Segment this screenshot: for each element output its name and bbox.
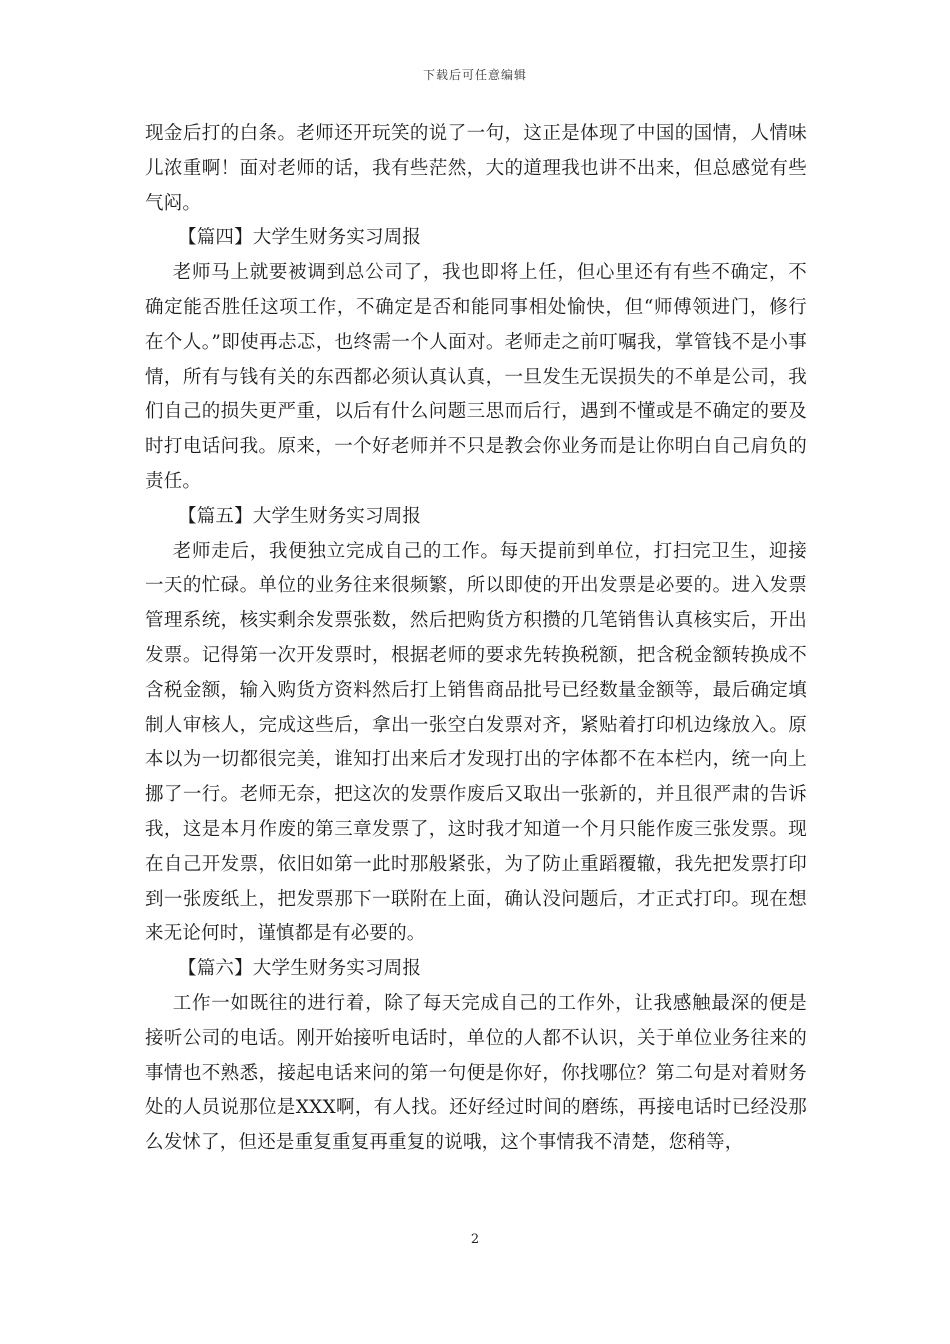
section-heading-4: 【篇四】大学生财务实习周报 (178, 227, 422, 249)
paragraph-section-5: 老师走后，我便独立完成自己的工作。每天提前到单位，打扫完卫生，迎接一天的忙碌。单位的业务往来很频繁，所以即使的开出发票是必要的。进入发票管理系统，核实剩余发票张数，然后把购货方积攒的几笔销售认真核实后，开出发票。记得第一次开发票时，根据老师的要求先转换税额，把含税金额转换成不含税金额，输入购货方资料然后打上销售商品批号已经数量金额等，最后确定填制人审核人，完成这些后，拿出一张空白发票对齐，紧贴着打印机边缘放入。原本以为一切都很完美，谁知打出来后才发现打出的字体都不在本栏内，统一向上挪了一行。老师无奈，把这次的发票作废后又取出一张新的，并且很严肃的告诉我，这是本月作废的第三章发票了，这时我才知道一个月只能作废三张发票。现在自己开发票，依旧如第一此时那般紧张，为了防止重蹈覆辙，我先把发票打印到一张废纸上，把发票那下一联附在上面，确认没问题后，才正式打印。现在想来无论何时，谨慎都是有必要的。 (145, 540, 807, 945)
section-heading-5: 【篇五】大学生财务实习周报 (178, 505, 422, 527)
paragraph-section-6: 工作一如既往的进行着，除了每天完成自己的工作外，让我感触最深的便是接听公司的电话。刚开始接听电话时，单位的人都不认识，关于单位业务往来的事情也不熟悉，接起电话来问的第一句便是你好，你找哪位？第二句是对着财务处的人员说那位是XXX啊，有人找。还好经过时间的磨练，再接电话时已经没那么发怵了，但还是重复重复再重复的说哦，这个事情我不清楚，您稍等， (145, 992, 807, 1154)
paragraph-continuation: 现金后打的白条。老师还开玩笑的说了一句，这正是体现了中国的国情，人情味儿浓重啊！面对老师的话，我有些茫然，大的道理我也讲不出来，但总感觉有些气闷。 (145, 123, 807, 214)
document-body (145, 117, 807, 1161)
paragraph-section-4: 老师马上就要被调到总公司了，我也即将上任，但心里还有有些不确定，不确定能否胜任这项工作，不确定是否和能同事相处愉快，但“师傅领进门，修行在个人。”即使再忐忑，也终需一个人面对。老师走之前叮嘱我，掌管钱不是小事情，所有与钱有关的东西都必须认真认真，一旦发生无误损失的不单是公司，我们自己的损失更严重，以后有什么问题三思而后行，遇到不懂或是不确定的要及时打电话问我。原来，一个好老师并不只是教会你业务而是让你明白自己肩负的责任。 (145, 262, 807, 492)
page-number: 2 (470, 1232, 480, 1247)
section-heading-6: 【篇六】大学生财务实习周报 (178, 958, 422, 980)
page-header: 下载后可任意编辑 (422, 68, 527, 82)
